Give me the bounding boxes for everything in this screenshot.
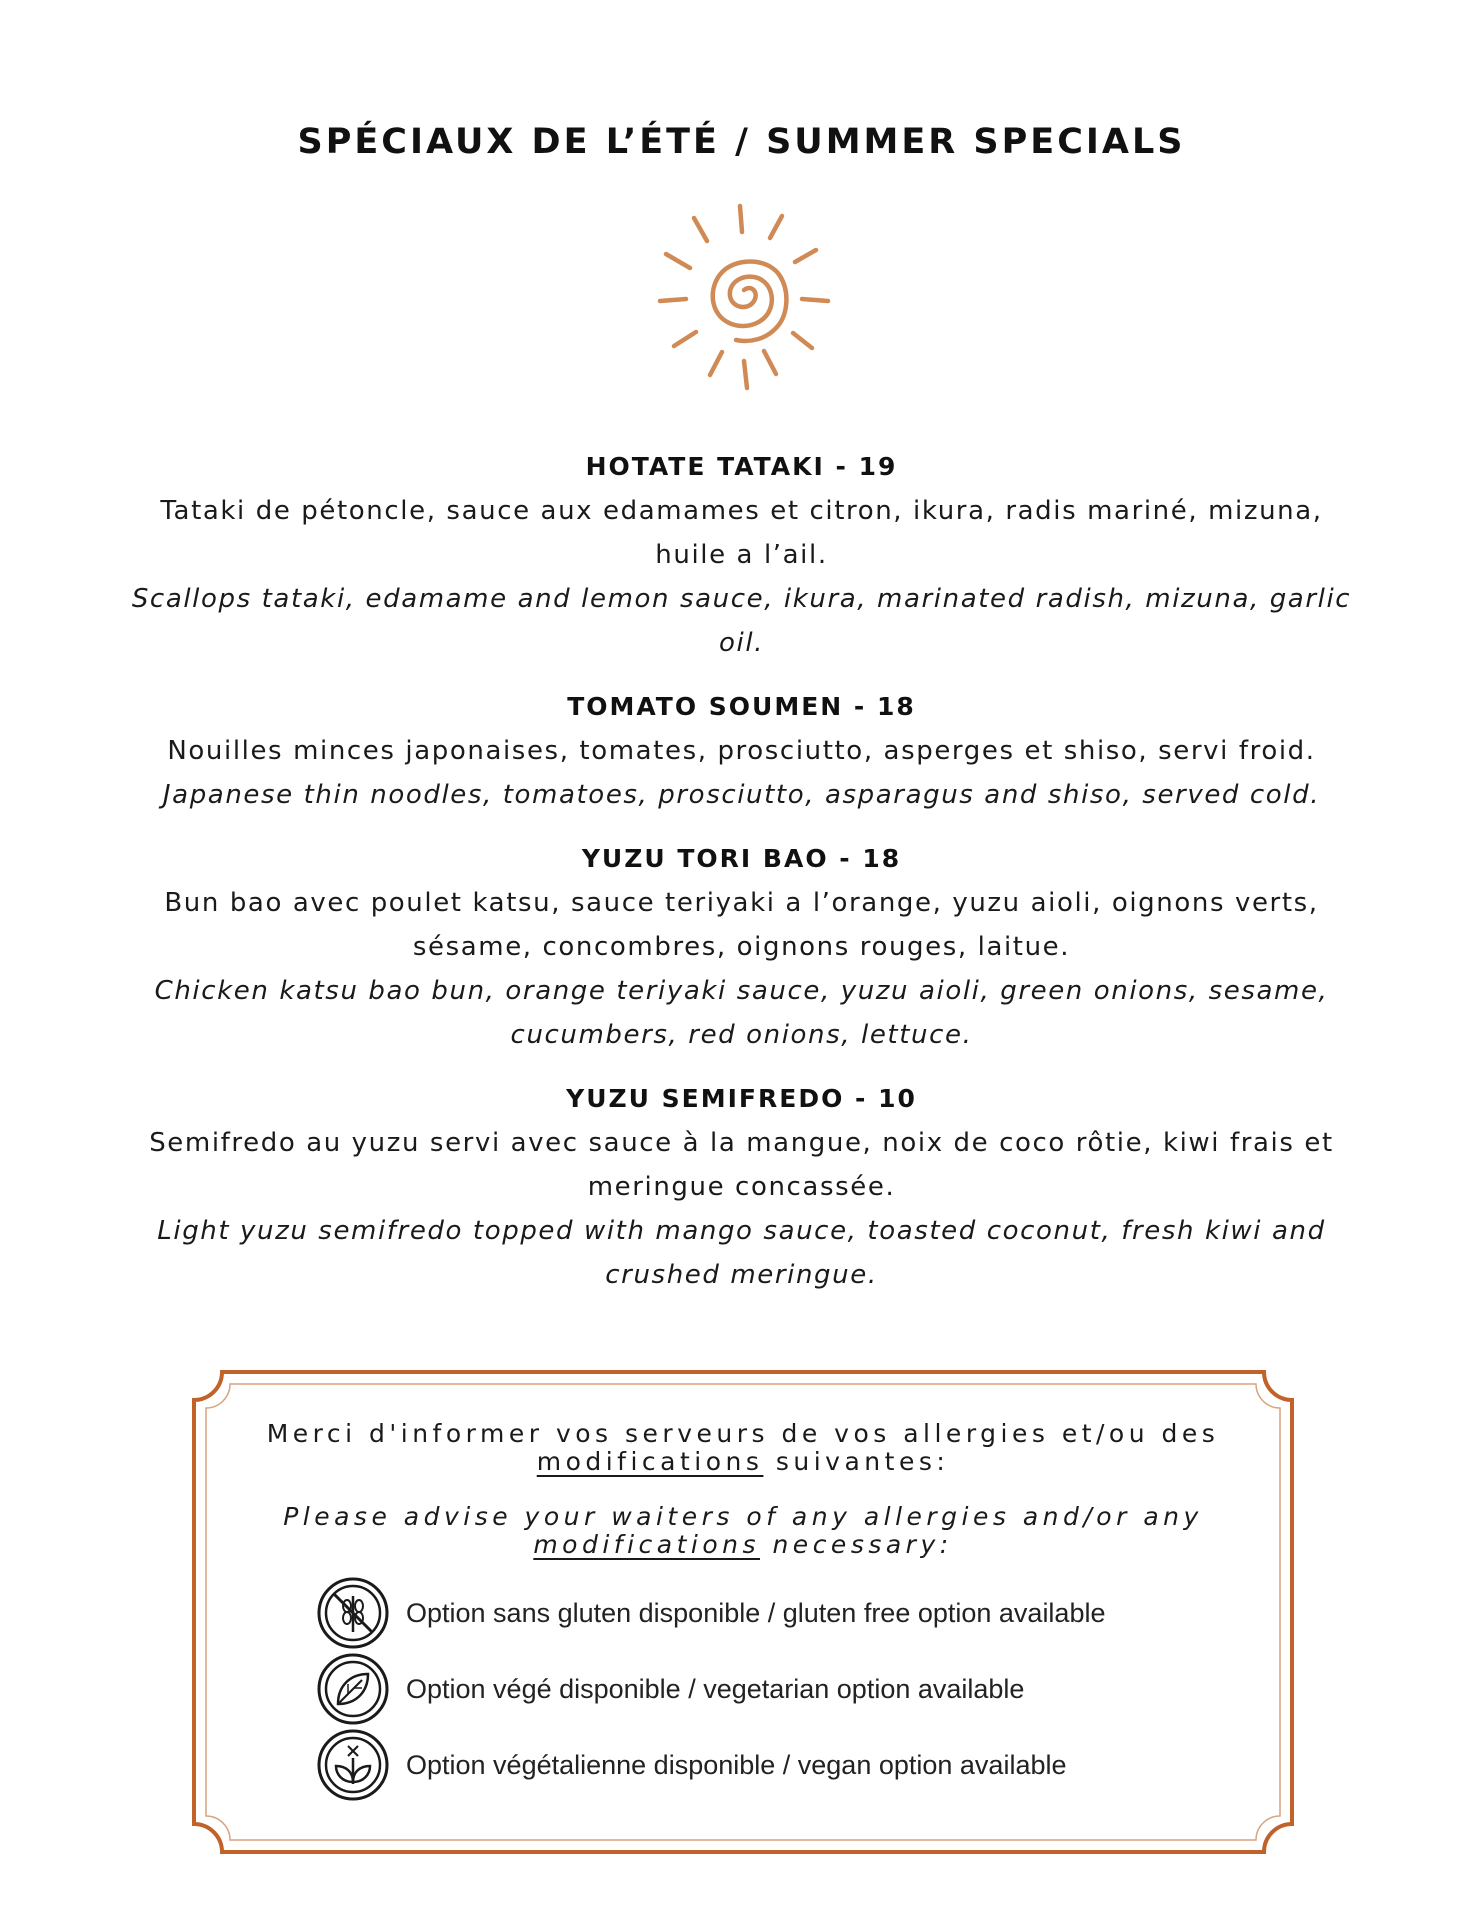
spiral-sun-icon: [652, 198, 838, 392]
menu-item: [130, 837, 1353, 1057]
option-label: Option végé disponible / vegetarian option available: [406, 1673, 1025, 1704]
item-name: HOTATE TATAKI - 19: [585, 452, 898, 481]
item-description-fr: Bun bao avec poulet katsu, sauce teriyaki a l’orange, yuzu aioli, oignons verts, sésame, concombres, oignons rouges, laitue.: [164, 888, 1319, 962]
notice-fr-underlined: modifications: [536, 1447, 764, 1476]
item-name: TOMATO SOUMEN - 18: [567, 692, 916, 721]
vegetarian-leaf-icon: [316, 1652, 390, 1726]
notice-en-underlined: modifications: [533, 1530, 761, 1559]
allergy-notice-box: [190, 1368, 1296, 1856]
item-name: YUZU SEMIFREDO - 10: [566, 1084, 917, 1113]
option-row: [316, 1575, 1105, 1651]
notice-english: [230, 1503, 1256, 1559]
item-description-en: Japanese thin noodles, tomatoes, prosciutto, asparagus and shiso, served cold.: [162, 780, 1321, 810]
notice-french: [230, 1420, 1256, 1476]
menu-item: [130, 445, 1353, 665]
menu-item: [130, 685, 1353, 817]
dietary-options: [316, 1575, 1105, 1803]
item-description-en: Scallops tataki, edamame and lemon sauce, ikura, marinated radish, mizuna, garlic oil.: [131, 584, 1352, 658]
specials-list: [130, 445, 1353, 1317]
notice-en-end: necessary:: [760, 1530, 953, 1559]
menu-item: [130, 1077, 1353, 1297]
notice-fr-end: suivantes:: [763, 1447, 950, 1476]
option-row: [316, 1727, 1105, 1803]
page-title: SPÉCIAUX DE L’ÉTÉ / SUMMER SPECIALS: [297, 122, 1186, 162]
item-description-en: Light yuzu semifredo topped with mango sauce, toasted coconut, fresh kiwi and crushed meringue.: [157, 1216, 1326, 1290]
gluten-free-icon: [316, 1576, 390, 1650]
option-row: [316, 1651, 1105, 1727]
item-description-en: Chicken katsu bao bun, orange teriyaki sauce, yuzu aioli, green onions, sesame, cucumbers, red onions, lettuce.: [154, 976, 1329, 1050]
option-label: Option végétalienne disponible / vegan option available: [406, 1749, 1067, 1780]
item-description-fr: Nouilles minces japonaises, tomates, prosciutto, asperges et shiso, servi froid.: [167, 736, 1316, 766]
notice-text: [230, 1420, 1256, 1559]
vegan-plant-icon: [316, 1728, 390, 1802]
item-name: YUZU TORI BAO - 18: [581, 844, 902, 873]
notice-fr-text: Merci d'informer vos serveurs de vos allergies et/ou des: [266, 1419, 1220, 1448]
item-description-fr: Semifredo au yuzu servi avec sauce à la mangue, noix de coco rôtie, kiwi frais et meringue concassée.: [149, 1128, 1334, 1202]
notice-en-text: Please advise your waiters of any allergies and/or any: [283, 1502, 1203, 1531]
option-label: Option sans gluten disponible / gluten free option available: [406, 1597, 1106, 1628]
item-description-fr: Tataki de pétoncle, sauce aux edamames et citron, ikura, radis mariné, mizuna, huile a l’ail.: [160, 496, 1323, 570]
